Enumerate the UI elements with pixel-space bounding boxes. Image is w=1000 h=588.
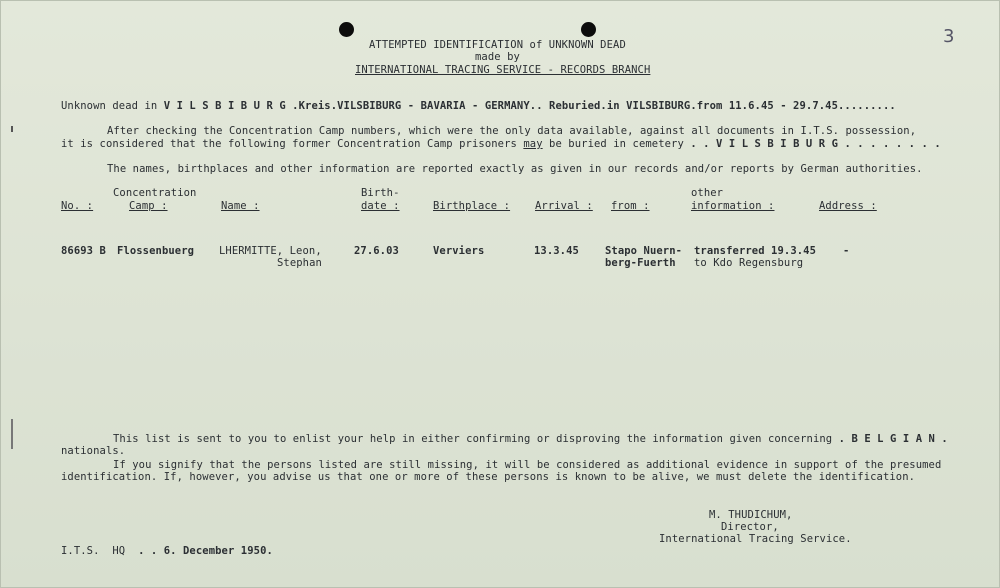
- row-arrival: 13.3.45: [534, 245, 579, 257]
- unknown-dead-line: [61, 100, 896, 112]
- enlist-text: This list is sent to you to enlist your help in either confirming or disproving the information given concerning: [113, 433, 833, 445]
- cemetery-place: . . V I L S B I B U R G . . . . . . . .: [690, 138, 941, 150]
- row-name-line1: LHERMITTE, Leon,: [219, 245, 322, 257]
- signatory-organization: International Tracing Service.: [659, 533, 852, 545]
- header-name: Name :: [221, 200, 260, 212]
- header-arrival: Arrival :: [535, 200, 593, 212]
- row-no: 86693 B: [61, 245, 106, 257]
- row-camp: Flossenbuerg: [117, 245, 195, 257]
- enlist-paragraph-line1: [113, 433, 948, 445]
- header-camp: Camp :: [129, 200, 168, 212]
- issue-date: . . 6. December 1950.: [138, 545, 273, 557]
- missing-paragraph-line2: identification. If, however, you advise us that one or more of these persons is known to be alive, we must delete the identification.: [61, 471, 916, 483]
- signatory-title: Director,: [721, 521, 779, 533]
- header-birthplace: Birthplace :: [433, 200, 511, 212]
- header-birthdate: date :: [361, 200, 400, 212]
- header-camp-top: Concentration: [113, 187, 197, 199]
- scan-mark: [11, 419, 13, 449]
- punch-hole-right: [581, 22, 596, 37]
- unknown-dead-prefix: Unknown dead in: [61, 100, 158, 112]
- header-other-top: other: [691, 187, 724, 199]
- may-word: may: [523, 138, 543, 150]
- row-name-line2: Stephan: [277, 257, 322, 269]
- row-address: -: [843, 245, 850, 257]
- row-other-line1: transferred 19.3.45: [694, 245, 817, 257]
- row-birthplace: Verviers: [433, 245, 485, 257]
- unknown-dead-location: V I L S B I B U R G .Kreis.VILSBIBURG - BAVARIA - GERMANY.. Reburied.in VILSBIBURG.from 11.6.45 - 29.7.45.........: [163, 100, 896, 112]
- names-paragraph: The names, birthplaces and other information are reported exactly as given in our records and/or reports by German authorities.: [107, 163, 923, 175]
- document-title: ATTEMPTED IDENTIFICATION of UNKNOWN DEAD: [369, 39, 626, 51]
- nationality: . B E L G I A N .: [838, 433, 948, 445]
- header-no: No. :: [61, 200, 94, 212]
- checking-paragraph-line1: After checking the Concentration Camp numbers, which were the only data available, against all documents in I.T.S. possession,: [107, 125, 917, 137]
- checking-text-a: it is considered that the following former Concentration Camp prisoners: [61, 138, 517, 150]
- enlist-paragraph-line2: nationals.: [61, 445, 126, 457]
- page-number: 3: [943, 26, 955, 47]
- missing-paragraph-line1: If you signify that the persons listed are still missing, it will be considered as additional evidence in support of the presumed: [113, 459, 942, 471]
- header-from: from :: [611, 200, 650, 212]
- row-from-line1: Stapo Nuern-: [605, 245, 683, 257]
- place: I.T.S. HQ: [61, 545, 126, 557]
- header-other: information :: [691, 200, 775, 212]
- punch-hole-left: [339, 22, 354, 37]
- checking-text-b: be buried in cemetery: [549, 138, 684, 150]
- signatory-name: M. THUDICHUM,: [709, 509, 793, 521]
- checking-paragraph-line2: [61, 138, 941, 150]
- header-address: Address :: [819, 200, 877, 212]
- row-from-line2: berg-Fuerth: [605, 257, 676, 269]
- row-birthdate: 27.6.03: [354, 245, 399, 257]
- header-birthdate-top: Birth-: [361, 187, 400, 199]
- issuing-branch: INTERNATIONAL TRACING SERVICE - RECORDS BRANCH: [355, 64, 651, 76]
- scan-mark: [11, 126, 13, 132]
- made-by-line: made by: [475, 51, 520, 63]
- row-other-line2: to Kdo Regensburg: [694, 257, 804, 269]
- place-date-line: [61, 545, 273, 557]
